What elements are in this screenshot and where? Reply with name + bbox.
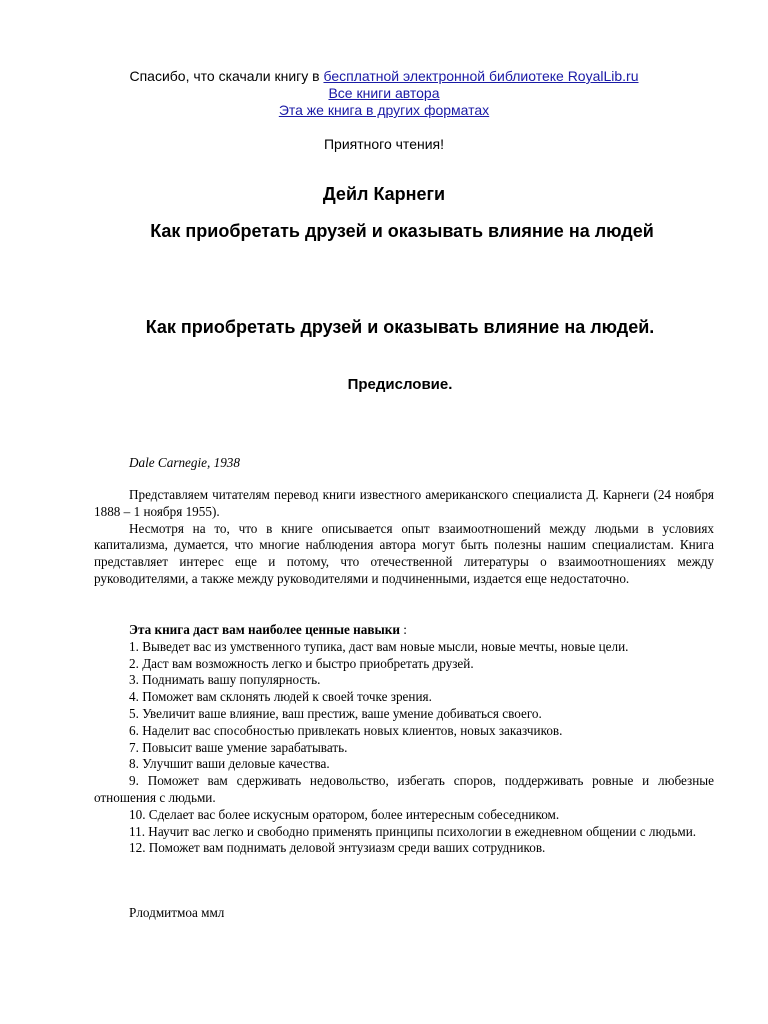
download-thanks-line (0, 68, 768, 85)
skills-title-suffix: : (399, 622, 407, 637)
skills-title: Эта книга даст вам наиболее ценные навыки (129, 622, 400, 637)
all-books-line (0, 85, 768, 102)
other-formats-link[interactable]: Эта же книга в других форматах (278, 102, 490, 118)
author-name: Дейл Карнеги (322, 184, 446, 204)
all-books-link[interactable]: Все книги автора (328, 85, 440, 101)
skills-section (94, 622, 714, 857)
thanks-text: Спасибо, что скачали книгу в (129, 68, 324, 84)
skills-heading (94, 622, 714, 639)
dedication: Dale Carnegie, 1938 (129, 455, 240, 470)
book-title: Как приобретать друзей и оказывать влияние на людей (150, 221, 654, 241)
book-title-repeat: Как приобретать друзей и оказывать влияние на людей. (145, 317, 655, 337)
intro-paragraph: Несмотря на то, что в книге описывается опыт взаимоотношений между людьми в условиях капитализма, думается, что многие наблюдения автора могут быть полезны нашим специалистам. Книга представляет интерес еще и потому, что отечественной литературы о взаимоотношениях между руководителями, а также между руководителями и подчиненными, издается еще недостаточно. (94, 520, 714, 586)
list-item: 12. Поможет вам поднимать деловой энтузиазм среди ваших сотрудников. (129, 840, 546, 856)
intro-section (94, 487, 714, 588)
list-item: 5. Увеличит ваше влияние, ваш престиж, ваше умение добиваться своего. (129, 705, 542, 721)
intro-paragraph: Представляем читателям перевод книги известного американского специалиста Д. Карнеги (24 ноября 1888 – 1 ноября 1955). (94, 487, 714, 519)
other-formats-line (0, 102, 768, 119)
list-item: 11. Научит вас легко и свободно применять принципы психологии в ежедневном общении с людьми. (129, 823, 697, 839)
list-item: 2. Даст вам возможность легко и быстро приобретать друзей. (129, 655, 474, 671)
enjoy-reading-text: Приятного чтения! (323, 136, 444, 152)
list-item: 7. Повысит ваше умение зарабатывать. (129, 739, 348, 755)
list-item: 10. Сделает вас более искусным оратором, более интересным собеседником. (129, 806, 560, 822)
list-item: 9. Поможет вам сдерживать недовольство, избегать споров, поддерживать ровные и любезные отношения с людьми. (94, 773, 714, 805)
preface-heading: Предисловие. (347, 376, 453, 393)
list-item: 3. Поднимать вашу популярность. (129, 672, 321, 688)
skills-list (94, 639, 714, 857)
library-link[interactable]: бесплатной электронной библиотеке RoyalLib.ru (323, 68, 639, 84)
list-item: 8. Улучшит ваши деловые качества. (129, 756, 330, 772)
list-item: 4. Поможет вам склонять людей к своей точке зрения. (129, 689, 432, 705)
list-item: 1. Выведет вас из умственного тупика, даст вам новые мысли, новые мечты, новые цели. (129, 638, 629, 654)
list-item: 6. Наделит вас способностью привлекать новых клиентов, новых заказчиков. (129, 722, 563, 738)
footer-note: Рлодмитмоа ммл (129, 905, 225, 920)
